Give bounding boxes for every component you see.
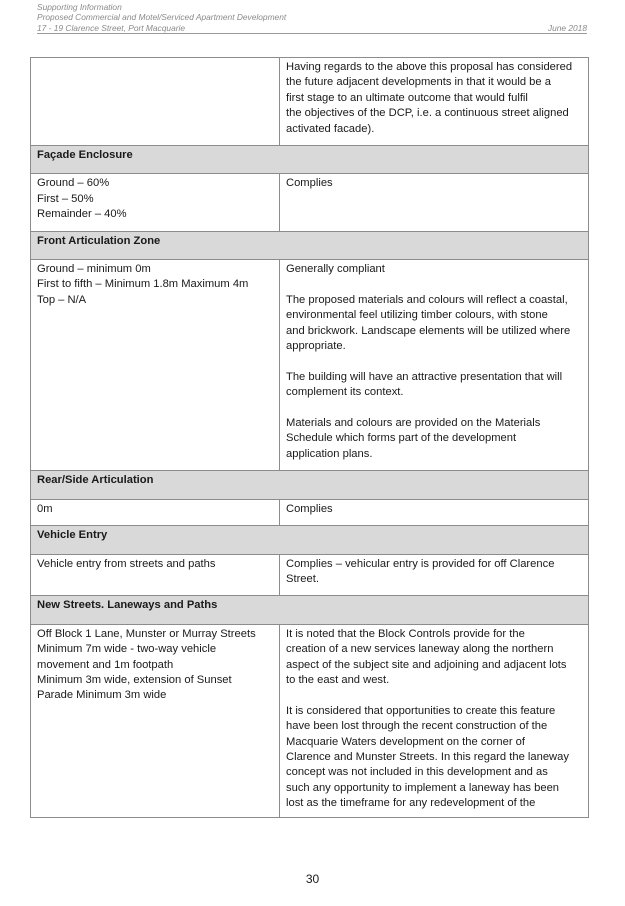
text-line: environmental feel utilizing timber colours, with stone (286, 309, 548, 322)
text-line: Vehicle entry from streets and paths (37, 557, 216, 570)
text-line: Off Block 1 Lane, Munster or Murray Streets (37, 627, 256, 640)
control-cell (31, 624, 280, 817)
response-cell (280, 624, 589, 817)
section-heading-vehicle-entry: Vehicle Entry (31, 526, 589, 554)
header-divider (37, 33, 587, 34)
paragraph (286, 370, 582, 401)
section-heading-facade-enclosure: Façade Enclosure (31, 146, 589, 174)
text-line: Minimum 3m wide, extension of Sunset (37, 673, 232, 686)
text-line: such any opportunity to implement a laneway has been (286, 781, 560, 794)
text-line: first stage to an ultimate outcome that would fulfil (286, 91, 528, 104)
text-line: Street. (286, 572, 319, 585)
running-header (37, 2, 587, 33)
text-line: to the east and west. (286, 673, 390, 686)
paragraph (286, 627, 582, 689)
text-line: movement and 1m footpath (37, 658, 174, 671)
control-cell (31, 554, 280, 596)
table-row (31, 499, 589, 525)
text-line: and brickwork. Landscape elements will be utilized where (286, 324, 571, 337)
text-line: concept was not included in this development and as (286, 766, 548, 779)
text-line: It is considered that opportunities to create this feature (286, 704, 556, 717)
response-cell (280, 554, 589, 596)
header-supporting-info: Supporting Information (37, 2, 122, 12)
text-line: Clarence and Munster Streets. In this regard the laneway (286, 750, 569, 763)
response-cell (280, 499, 589, 525)
table-row (31, 554, 589, 596)
text-line: lost as the timeframe for any redevelopment of the (286, 797, 536, 809)
text-line: complement its context. (286, 386, 404, 399)
text-line: Macquarie Waters development on the corner of (286, 735, 525, 748)
paragraph (286, 293, 582, 355)
text-line: Top – N/A (37, 293, 87, 306)
section-heading-row (31, 596, 589, 624)
text-line: application plans. (286, 447, 373, 460)
control-cell (31, 499, 280, 525)
text-line: Parade Minimum 3m wide (37, 689, 167, 702)
compliance-table (30, 57, 589, 818)
text-line: Schedule which forms part of the development (286, 432, 517, 445)
text-line: Complies (286, 177, 333, 190)
text-line: the future adjacent developments in that it would be a (286, 76, 551, 89)
paragraph (286, 704, 582, 809)
text-line: have been lost through the recent construction of the (286, 720, 548, 733)
text-line: First to fifth – Minimum 1.8m Maximum 4m (37, 278, 249, 291)
text-line: Ground – 60% (37, 177, 110, 190)
text-line: The proposed materials and colours will reflect a coastal, (286, 293, 568, 306)
text-line: First – 50% (37, 192, 94, 205)
text-line: Remainder – 40% (37, 208, 127, 221)
response-cell (280, 174, 589, 231)
response-cell (280, 58, 589, 146)
table-row (31, 58, 589, 146)
paragraph (286, 262, 582, 277)
text-line: The building will have an attractive presentation that will (286, 370, 563, 383)
text-line: creation of a new services laneway along the northern (286, 643, 554, 656)
text-line: Minimum 7m wide - two-way vehicle (37, 643, 217, 656)
table-row (31, 260, 589, 471)
text-line: Ground – minimum 0m (37, 263, 151, 276)
text-line: 0m (37, 502, 53, 515)
control-cell (31, 260, 280, 471)
header-date: June 2018 (547, 22, 587, 33)
text-line: the objectives of the DCP, i.e. a continuous street aligned (286, 107, 569, 120)
text-line: Complies – vehicular entry is provided for off Clarence (286, 557, 555, 570)
text-line: Complies (286, 502, 333, 515)
text-line: Materials and colours are provided on the Materials (286, 417, 541, 430)
section-heading-rear-side-articulation: Rear/Side Articulation (31, 471, 589, 499)
section-heading-row (31, 471, 589, 499)
text-line: Generally compliant (286, 263, 385, 276)
section-heading-row (31, 231, 589, 259)
text-line: Having regards to the above this proposal has considered (286, 61, 573, 73)
text-line: activated facade). (286, 122, 375, 135)
paragraph (286, 416, 582, 462)
section-heading-row (31, 146, 589, 174)
table-row (31, 624, 589, 817)
text-line: aspect of the subject site and adjoining and adjacent lots (286, 658, 567, 671)
page-number: 30 (305, 872, 320, 886)
header-project-title: Proposed Commercial and Motel/Serviced Apartment Development (37, 12, 287, 23)
section-heading-new-streets: New Streets. Laneways and Paths (31, 596, 589, 624)
header-address: 17 - 19 Clarence Street, Port Macquarie (37, 22, 186, 33)
control-cell (31, 174, 280, 231)
text-line: appropriate. (286, 340, 346, 353)
text-line: It is noted that the Block Controls provide for the (286, 627, 525, 640)
section-heading-front-articulation: Front Articulation Zone (31, 231, 589, 259)
control-cell (31, 58, 280, 146)
response-text-clipped (286, 627, 582, 809)
response-cell (280, 260, 589, 471)
table-row (31, 174, 589, 231)
section-heading-row (31, 526, 589, 554)
